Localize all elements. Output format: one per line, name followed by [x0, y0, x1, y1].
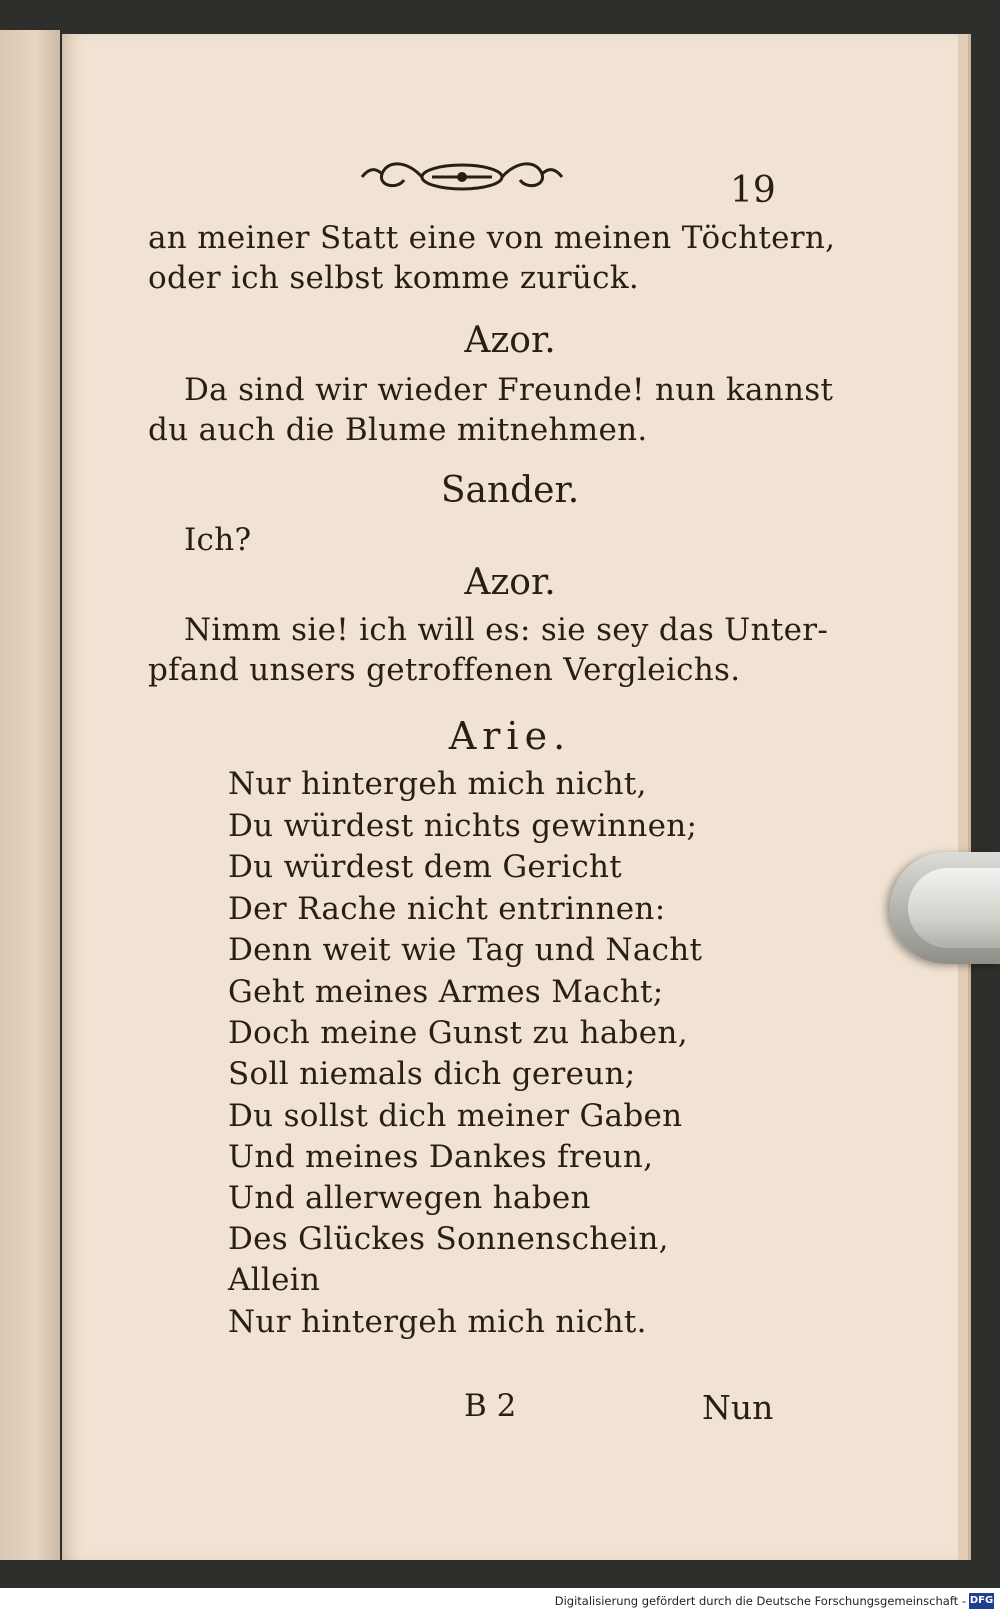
body-line: pfand unsers getroffenen Vergleichs. [148, 652, 741, 688]
verse-line: Du würdest nichts gewinnen; [228, 808, 698, 844]
dfg-logo-icon: DFG [969, 1593, 994, 1609]
verse-line: Und allerwegen haben [228, 1180, 591, 1216]
body-line: Nimm sie! ich will es: sie sey das Unter- [184, 612, 829, 648]
verse-line: Doch meine Gunst zu haben, [228, 1015, 688, 1051]
verse-line: Nur hintergeh mich nicht, [228, 766, 647, 802]
page-clip [890, 852, 1000, 964]
page-content [62, 34, 958, 1560]
verse-line: Geht meines Armes Macht; [228, 974, 664, 1010]
body-line: du auch die Blume mitnehmen. [148, 412, 648, 448]
body-line: an meiner Statt eine von meinen Töchtern, [148, 220, 836, 256]
verse-line: Du würdest dem Gericht [228, 849, 623, 885]
speaker-heading-sander: Sander. [440, 470, 580, 511]
verse-line: Du sollst dich meiner Gaben [228, 1098, 683, 1134]
verse-line: Denn weit wie Tag und Nacht [228, 932, 703, 968]
page-number: 19 [730, 170, 776, 211]
verse-line: Und meines Dankes freun, [228, 1139, 654, 1175]
catchword: Nun [702, 1388, 774, 1427]
page-clip-highlight [908, 868, 1000, 948]
footer-bar [0, 1588, 1000, 1616]
signature-mark: B 2 [464, 1388, 517, 1424]
verse-line: Allein [228, 1262, 321, 1298]
speaker-heading-azor: Azor. [464, 562, 556, 603]
previous-page-edge [0, 30, 60, 1560]
floral-ornament-icon [352, 152, 572, 202]
book-page [62, 34, 968, 1560]
aria-heading: Arie. [448, 714, 572, 758]
verse-line: Nur hintergeh mich nicht. [228, 1304, 647, 1340]
body-line: Da sind wir wieder Freunde! nun kannst [184, 372, 834, 408]
verse-line: Soll niemals dich gereun; [228, 1056, 636, 1092]
verse-line: Des Glückes Sonnenschein, [228, 1221, 669, 1257]
verse-line: Der Rache nicht entrinnen: [228, 891, 666, 927]
speaker-heading-azor: Azor. [464, 320, 556, 361]
body-line: oder ich selbst komme zurück. [148, 260, 640, 296]
footer-credit: Digitalisierung gefördert durch die Deutsche Forschungsgemeinschaft - [554, 1594, 966, 1608]
body-line: Ich? [184, 522, 252, 558]
